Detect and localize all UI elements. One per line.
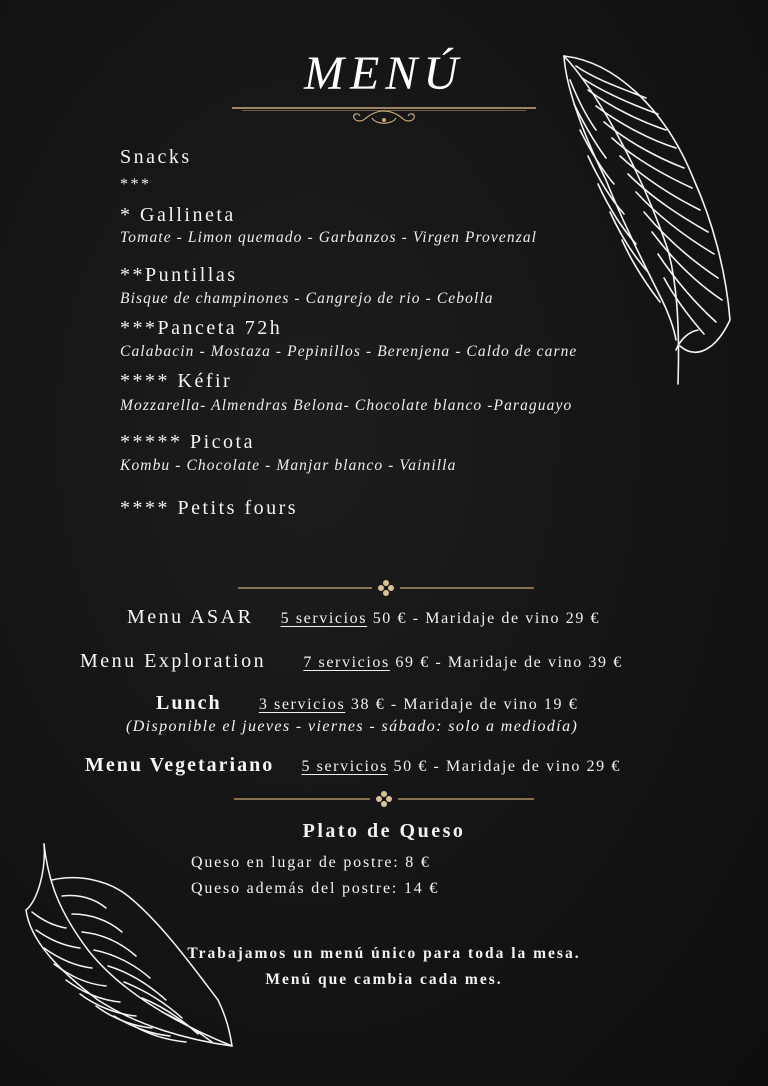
snacks-separator: ***	[120, 176, 152, 193]
menu-services-asar: 5 servicios	[280, 610, 368, 627]
dish-name-puntillas: **Puntillas	[120, 264, 238, 286]
section-divider-top	[238, 578, 534, 598]
menu-name-asar: Menu ASAR	[127, 606, 254, 628]
footer-note-monthly-change: Menú que cambia cada mes.	[265, 971, 503, 988]
menu-name-vegetariano: Menu Vegetariano	[85, 754, 275, 776]
dish-name-kefir: **** Kéfir	[120, 370, 233, 392]
menu-row-asar	[127, 606, 600, 629]
dish-name-picota: ***** Picota	[120, 431, 255, 453]
dish-desc-gallineta: Tomate - Limon quemado - Garbanzos - Virgen Provenzal	[120, 229, 538, 246]
menu-price-exploration: 69 € - Maridaje de vino 39 €	[389, 654, 623, 671]
dish-name-gallineta: * Gallineta	[120, 204, 236, 226]
page-title: MENÚ	[304, 47, 464, 100]
menu-row-vegetariano	[85, 754, 621, 777]
menu-row-lunch	[156, 692, 578, 715]
dish-desc-picota: Kombu - Chocolate - Manjar blanco - Vainilla	[120, 457, 457, 474]
cheese-plate-title: Plato de Queso	[302, 820, 466, 842]
dish-desc-panceta: Calabacin - Mostaza - Pepinillos - Berenjena - Caldo de carne	[120, 343, 578, 360]
menu-price-asar: 50 € - Maridaje de vino 29 €	[367, 610, 601, 627]
menu-price-lunch: 38 € - Maridaje de vino 19 €	[345, 696, 579, 713]
dish-name-petits-fours: **** Petits fours	[120, 497, 299, 519]
menu-name-exploration: Menu Exploration	[80, 650, 267, 672]
feather-illustration-top	[556, 50, 736, 390]
menu-price-vegetariano: 50 € - Maridaje de vino 29 €	[387, 758, 621, 775]
dish-desc-puntillas: Bisque de champinones - Cangrejo de rio - Cebolla	[120, 290, 494, 307]
snacks-heading: Snacks	[120, 146, 192, 168]
menu-row-exploration	[80, 650, 623, 673]
menu-services-lunch: 3 servicios	[258, 696, 346, 713]
dish-desc-kefir: Mozzarella- Almendras Belona- Chocolate blanco -Paraguayo	[120, 397, 573, 414]
footer-note-single-menu: Trabajamos un menú único para toda la mesa.	[187, 945, 581, 962]
menu-name-lunch: Lunch	[156, 692, 222, 714]
menu-services-vegetariano: 5 servicios	[301, 758, 388, 775]
title-ornament-divider	[232, 98, 536, 130]
lunch-availability-note: (Disponible el jueves - viernes - sábado: solo a mediodía)	[126, 718, 579, 735]
cheese-option-additional: Queso además del postre: 14 €	[191, 880, 440, 897]
dish-name-panceta: ***Panceta 72h	[120, 317, 283, 339]
cheese-option-instead: Queso en lugar de postre: 8 €	[191, 854, 431, 871]
section-divider-bottom	[234, 789, 534, 809]
menu-services-exploration: 7 servicios	[303, 654, 390, 671]
